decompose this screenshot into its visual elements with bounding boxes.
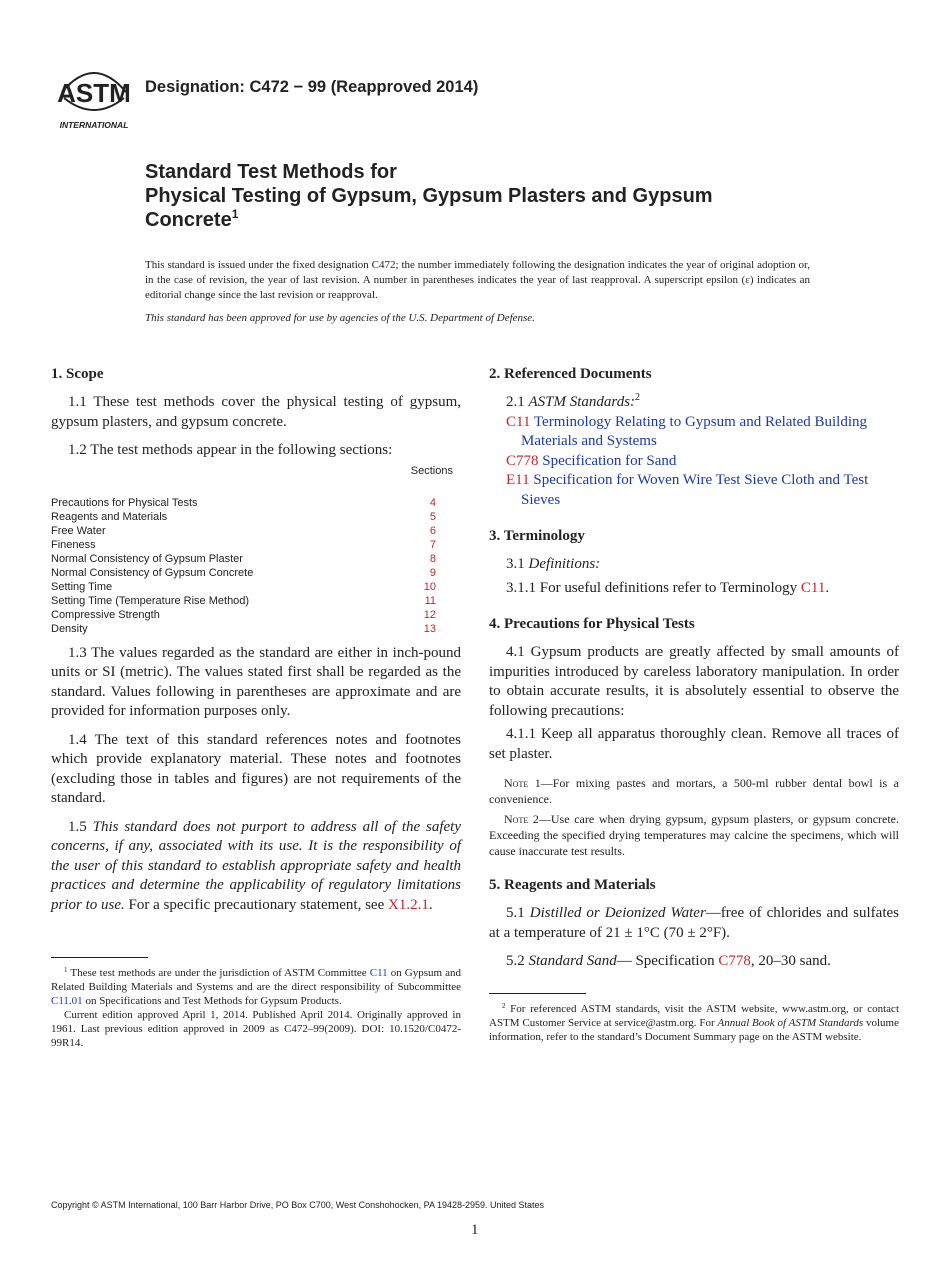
astm-standards-label: 2.1 ASTM Standards:$^2$ — [506, 392, 641, 410]
astm-logo — [52, 58, 136, 132]
right-column — [489, 366, 899, 1044]
para-1-5: 1.5 This standard does not purport to address all of the safety concerns, if any, associated with its use. It is the responsibility of the user of this standard to establish appropriate safety and health practices and determine the applicability of regulatory limitations prior to use. For a specific precautionary statement, see X1.2.1. — [51, 818, 462, 913]
toc-link[interactable]: 13 — [423, 622, 436, 635]
para-4-1: 4.1 Gypsum products are greatly affected by small amounts of impurities introduced by careless laboratory manipulation. In order to obtain accurate results, it is absolutely essential to observe the following precautions: — [489, 644, 899, 719]
toc-row: Normal Consistency of Gypsum Plaster 8 — [51, 552, 436, 565]
toc-link[interactable]: 5 — [429, 510, 436, 523]
title-footnote-ref[interactable]: 1 — [231, 207, 239, 221]
designation: Designation: C472 − 99 (Reapproved 2014) — [145, 78, 479, 96]
title-line-1: Standard Test Methods for — [145, 161, 397, 183]
para-5-2: 5.2 Standard Sand— Specification C778, 20–30 sand. — [506, 953, 831, 969]
footnote-rule — [489, 993, 586, 994]
para-1-1: 1.1 These test methods cover the physical testing of gypsum, gypsum plasters, and gypsum concrete. — [51, 394, 461, 430]
footnote-rule — [51, 957, 148, 958]
reference-item[interactable]: C778 Specification for Sand — [506, 452, 677, 469]
note-2: Note 2—Use care when drying gypsum, gypsum plasters, or gypsum concrete. Exceeding the specified drying temperatures may calcine the specimens, which will cause inaccurate test results. — [489, 812, 899, 858]
toc-link[interactable]: 8 — [429, 552, 436, 565]
para-1-2: 1.2 The test methods appear in the following sections: — [68, 442, 393, 458]
toc-row: Free Water 6 — [51, 524, 436, 537]
copyright-notice: Copyright © ASTM International, 100 Barr Harbor Drive, PO Box C700, West Conshohocken, PA 19428-2959. United States — [51, 1200, 545, 1210]
toc-row: Fineness 7 — [51, 538, 436, 551]
toc-list — [51, 496, 461, 636]
link-c11-terminology[interactable]: C11 — [800, 579, 826, 596]
para-3-1-1: 3.1.1 For useful definitions refer to Terminology C11. — [506, 579, 830, 596]
link-c778[interactable]: C778 — [718, 953, 751, 969]
toc-row: Precautions for Physical Tests 4 — [51, 496, 436, 509]
logo-subtext: INTERNATIONAL — [59, 120, 129, 130]
approval-note: This standard has been approved for use by agencies of the U.S. Department of Defense. — [145, 312, 535, 324]
section-heading-referenced: 2. Referenced Documents — [489, 366, 652, 382]
toc-link[interactable]: 11 — [424, 594, 436, 607]
document-title — [145, 160, 845, 232]
toc-row: Density 13 — [51, 622, 436, 635]
toc-row: Setting Time 10 — [51, 580, 436, 593]
link-c11-01[interactable]: C11.01 — [51, 995, 83, 1007]
note-1: Note 1—For mixing pastes and mortars, a 500-ml rubber dental bowl is a convenience. — [489, 776, 899, 806]
toc-link[interactable]: 6 — [429, 524, 436, 537]
reference-item[interactable]: E11 Specification for Woven Wire Test Sieve Cloth and Test Sieves — [506, 472, 869, 508]
page-number: 1 — [471, 1222, 479, 1238]
toc-row: Setting Time (Temperature Rise Method) 11 — [51, 594, 436, 607]
toc-header: Sections — [410, 464, 453, 477]
link-x1-2-1[interactable]: X1.2.1 — [388, 896, 429, 913]
section-heading-precautions: 4. Precautions for Physical Tests — [489, 616, 695, 632]
logo-letters: ASTM — [57, 78, 131, 108]
reference-item[interactable]: C11 Terminology Relating to Gypsum and Related Building Materials and Systems — [506, 413, 868, 449]
section-heading-terminology: 3. Terminology — [489, 528, 585, 544]
footnote-ref-2[interactable]: 2 — [635, 392, 641, 403]
title-line-3-text: Concrete — [145, 209, 232, 231]
title-line-2: Physical Testing of Gypsum, Gypsum Plasters and Gypsum — [145, 185, 713, 207]
para-1-3: 1.3 The values regarded as the standard are either in inch-pound units or SI (metric). The values stated first shall be regarded as the standard. Values following in parentheses are approximate and are provided for information purposes only. — [51, 644, 461, 719]
toc-row: Normal Consistency of Gypsum Concrete 9 — [51, 566, 436, 579]
toc-link[interactable]: 10 — [423, 580, 436, 593]
toc-link[interactable]: 4 — [429, 496, 436, 509]
footnote-1: $^1$ These test methods are under the jurisdiction of ASTM Committee C11 on Gypsum and Related Building Materials and Systems and are the direct responsibility of Subcommittee C11.01 on Specifications and Test Methods for Gypsum Products. — [51, 966, 461, 1007]
toc-link[interactable]: 12 — [423, 608, 436, 621]
left-column — [51, 366, 461, 1050]
title-line-3 — [145, 208, 845, 232]
para-5-1: 5.1 Distilled or Deionized Water—free of chlorides and sulfates at a temperature of 21 ± 1°C (70 ± 2°F). — [489, 905, 899, 941]
toc-link[interactable]: 9 — [429, 566, 436, 579]
toc-row: Reagents and Materials 5 — [51, 510, 436, 523]
footnote-2: $^2$ For referenced ASTM standards, visit the ASTM website, www.astm.org, or contact ASTM Customer Service at service@astm.org. For Annual Book of ASTM Standards volume information, refer to the standard’s Document Summary page on the ASTM website. — [489, 1001, 899, 1043]
footnote-1-edition: Current edition approved April 1, 2014. Published April 2014. Originally approved in 1961. Last previous edition approved in 2009 as C472–99(2009). DOI: 10.1520/C0472-99R14. — [51, 1009, 461, 1049]
link-c11[interactable]: C11 — [369, 967, 388, 979]
toc-link[interactable]: 7 — [429, 538, 436, 551]
para-4-1-1: 4.1.1 Keep all apparatus thoroughly clean. Remove all traces of set plaster. — [489, 726, 899, 762]
issuance-note: This standard is issued under the fixed designation C472; the number immediately following the designation indicates the year of original adoption or, in the case of revision, the year of last revision. A number in parentheses indicates the year of last reapproval. A superscript epsilon (ε) indicates an editorial change since the last revision or reapproval. — [145, 259, 810, 301]
section-heading-scope: 1. Scope — [51, 366, 104, 382]
toc-row: Compressive Strength 12 — [51, 608, 436, 621]
para-1-4: 1.4 The text of this standard references notes and footnotes which provide explanatory material. These notes and footnotes (excluding those in tables and figures) are not requirements of the standard. — [51, 731, 461, 806]
para-3-1: 3.1 Definitions: — [506, 556, 601, 572]
section-heading-reagents: 5. Reagents and Materials — [489, 877, 656, 893]
